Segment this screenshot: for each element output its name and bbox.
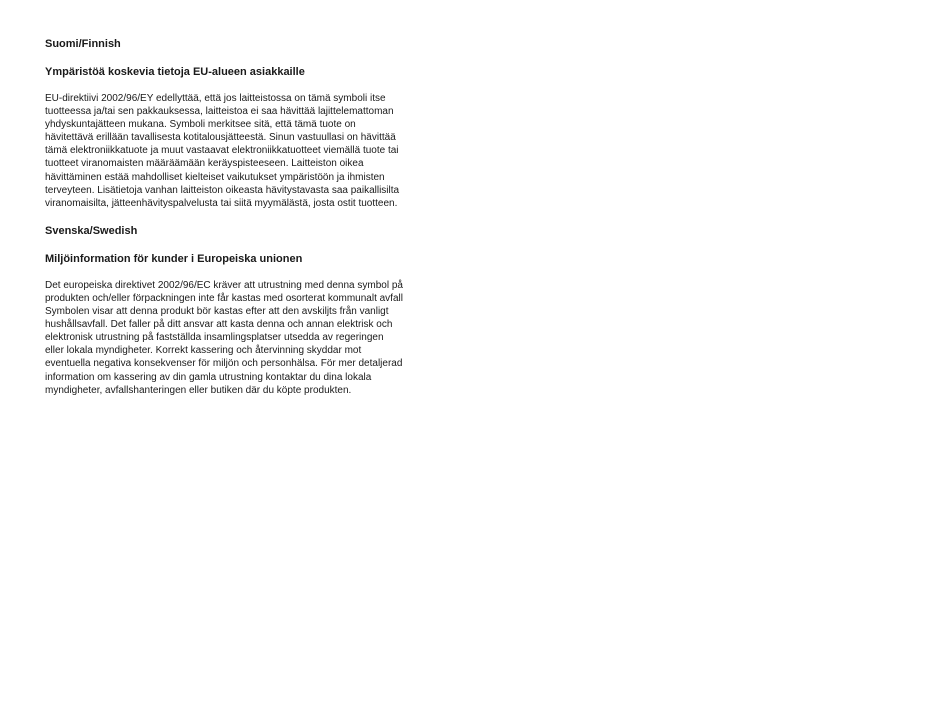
finnish-section-heading: Ympäristöä koskevia tietoja EU-alueen asiakkaille	[45, 66, 305, 78]
finnish-language-label: Suomi/Finnish	[45, 38, 121, 50]
finnish-line: tuotteessa ja/tai sen pakkauksessa, laitteistoa ei saa hävittää lajittelemattoman	[45, 106, 394, 118]
finnish-line: hävitettävä erillään tavallisesta kotitalousjätteestä. Sinun vastuullasi on hävittää	[45, 132, 396, 144]
swedish-line: eller lokala myndigheter. Korrekt kassering och återvinning skyddar mot	[45, 345, 362, 357]
swedish-paragraph	[45, 279, 465, 397]
finnish-paragraph	[45, 92, 465, 210]
finnish-line: terveyteen. Lisätietoja vanhan laitteiston oikeasta hävitystavasta saa paikallisilta	[45, 184, 400, 196]
finnish-section	[45, 37, 465, 210]
swedish-line: eventuella negativa konsekvenser för miljön och personhälsa. För mer detaljerad	[45, 358, 403, 370]
swedish-language-label: Svenska/Swedish	[45, 224, 138, 237]
finnish-line: viranomaisilta, jätteenhävityspalvelusta tai siitä myymälästä, josta ostit tuotteen.	[45, 197, 398, 209]
swedish-line: elektronisk utrustning på fastställda insamlingsplatser utsedda av regeringen	[45, 332, 384, 344]
text-column	[45, 37, 465, 397]
finnish-line: tämä elektroniikkatuote ja muut vastaavat elektroniikkatuotteet viemällä tuote tai	[45, 145, 399, 157]
swedish-line: Symbolen visar att denna produkt bör kastas efter att den avskiljts från vanligt	[45, 306, 389, 318]
swedish-line: hushållsavfall. Det faller på ditt ansvar att kasta denna och annan elektrisk och	[45, 319, 393, 331]
section-spacer	[45, 210, 465, 224]
finnish-line: EU-direktiivi 2002/96/EY edellyttää, että jos laitteistossa on tämä symboli itse	[45, 93, 386, 104]
swedish-section	[45, 224, 465, 397]
finnish-line: yhdyskuntajätteen mukana. Symboli merkitsee sitä, että tämä tuote on	[45, 119, 356, 131]
finnish-line: hävittäminen estää mahdolliset kielteiset vaikutukset ympäristöön ja ihmisten	[45, 171, 385, 183]
finnish-line: tuotteet viranomaisten määräämään keräyspisteeseen. Laitteiston oikea	[45, 158, 364, 170]
swedish-line: myndigheter, avfallshanteringen eller butiken där du köpte produkten.	[45, 384, 352, 396]
swedish-line: information om kassering av din gamla utrustning kontaktar du dina lokala	[45, 371, 372, 383]
swedish-section-heading: Miljöinformation för kunder i Europeiska unionen	[45, 252, 303, 265]
swedish-line: produkten och/eller förpackningen inte får kastas med osorterat kommunalt avfall	[45, 292, 403, 304]
swedish-line: Det europeiska direktivet 2002/96/EC kräver att utrustning med denna symbol på	[45, 279, 403, 291]
